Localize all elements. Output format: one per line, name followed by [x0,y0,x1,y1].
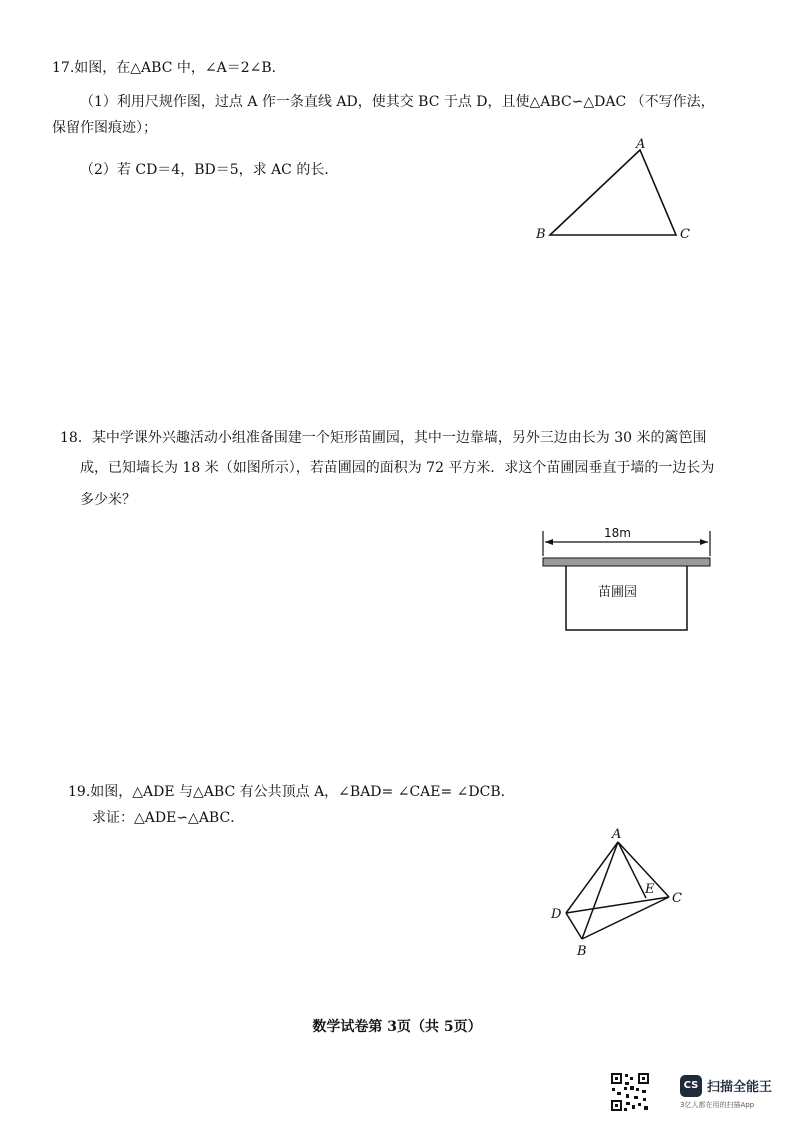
cs-logo-icon: CS [680,1075,702,1097]
q19-prove: 求证：△ADE∽△ABC． [92,810,245,826]
watermark-tagline: 3亿人都在用的扫描App [680,1101,755,1109]
q18-line2: 成，已知墙长为 18 米（如图所示），若苗圃园的面积为 72 平方米．求这个苗圃园垂直于墙的一边长为 [80,460,715,476]
q17-part2: （2）若 CD＝4，BD＝5，求 AC 的长． [80,162,339,178]
q19-stem: 19.如图，△ADE 与△ABC 有公共顶点 A，∠BAD= ∠CAE= ∠DCB． [68,784,515,800]
scanner-watermark [680,1073,790,1113]
label-c: C [680,227,690,242]
q17-part1-line2: 保留作图痕迹）； [52,120,157,136]
label-c: C [672,891,682,906]
q18-line1: 18．某中学课外兴趣活动小组准备围建一个矩形苗圃园，其中一边靠墙，另外三边由长为 30 米的篱笆围 [60,430,707,446]
q18-line3: 多少米？ [80,492,136,508]
label-a: A [612,827,622,842]
watermark-app-name: 扫描全能王 [707,1080,773,1095]
label-b: B [577,944,587,959]
q17-stem: 17.如图，在△ABC 中，∠A＝2∠B． [52,60,286,76]
wall-length-label: 18m [604,526,631,540]
garden-label: 苗圃园 [598,585,638,600]
label-d: D [551,907,562,922]
label-b: B [536,227,546,242]
q17-part1-line1: （1）利用尺规作图，过点 A 作一条直线 AD，使其交 BC 于点 D，且使△ABC∽△DAC （不写作法， [80,94,715,110]
page-footer: 数学试卷第 3页（共 5页） [312,1019,482,1035]
label-a: A [636,137,646,152]
qr-code-icon [610,1072,650,1112]
label-e: E [645,882,655,897]
